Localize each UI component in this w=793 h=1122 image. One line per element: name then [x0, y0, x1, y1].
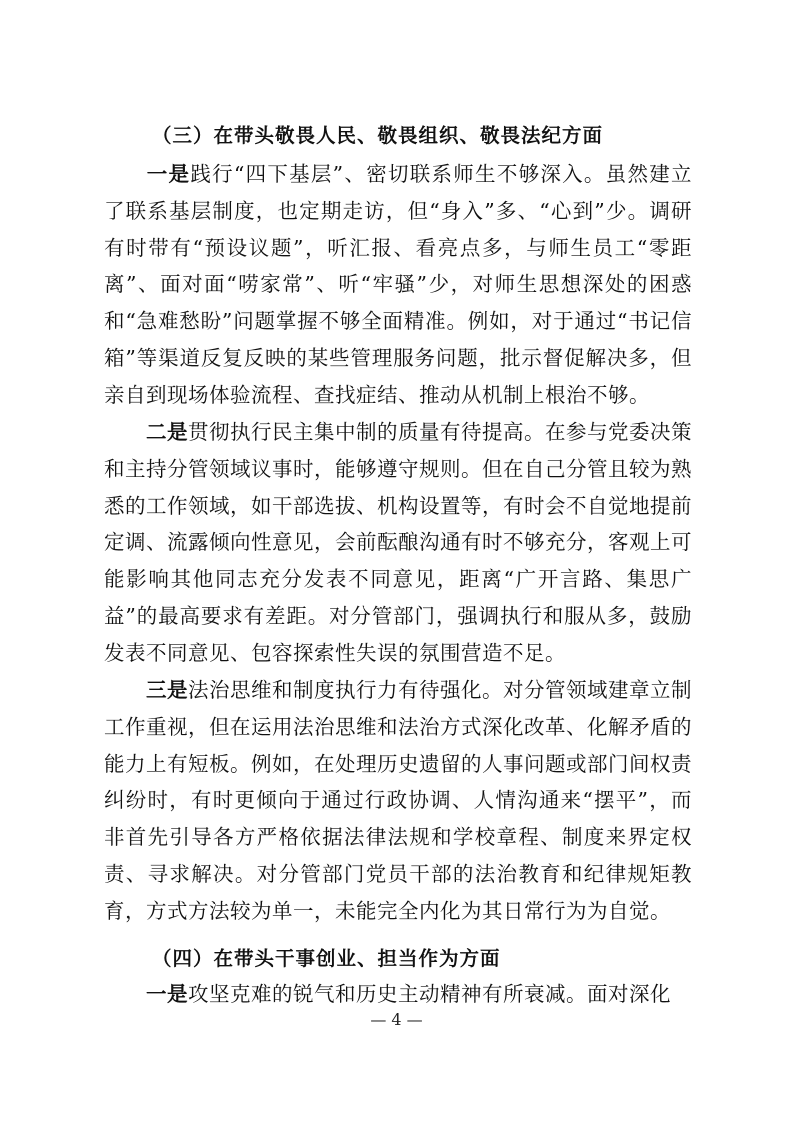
- section-heading-3: （三）在带头敬畏人民、敬畏组织、敬畏法纪方面: [152, 124, 604, 147]
- paragraph-4-1: [104, 976, 692, 1013]
- paragraph-text: 践行“四下基层”、密切联系师生不够深入。虽然建立了联系基层制度，也定期走访，但“身入”多、“心到”少。调研有时带有“预设议题”，听汇报、看亮点多，与师生员工“零距离”、面对面“唠家常”、听“牢骚”少，对师生思想深处的困惑和“急难愁盼”问题掌握不够全面精准。例如，对于通过“书记信箱”等渠道反复反映的某些管理服务问题，批示督促解决多，但亲自到现场体验流程、查找症结、推动从机制上根治不够。: [104, 162, 692, 407]
- paragraph-text: 攻坚克难的锐气和历史主动精神有所衰减。面对深化: [188, 982, 671, 1006]
- section-heading-4: （四）在带头干事创业、担当作为方面: [152, 947, 501, 970]
- paragraph-lead: 一是: [146, 982, 188, 1006]
- paragraph-lead: 三是: [146, 678, 188, 702]
- page-number: — 4 —: [370, 1010, 423, 1029]
- paragraph-lead: 一是: [146, 162, 191, 186]
- paragraph-3-1: [104, 156, 692, 414]
- paragraph-text: 法治思维和制度执行力有待强化。对分管领域建章立制工作重视，但在运用法治思维和法治方式深化改革、化解矛盾的能力上有短板。例如，在处理历史遗留的人事问题或部门间权责纠纷时，有时更倾向于通过行政协调、人情沟通来“摆平”，而非首先引导各方严格依据法律法规和学校章程、制度来界定权责、寻求解决。对分管部门党员干部的法治教育和纪律规矩教育，方式方法较为单一，未能完全内化为其日常行为为自觉。: [104, 678, 692, 923]
- paragraph-3-3: [104, 672, 692, 930]
- paragraph-lead: 二是: [146, 420, 188, 444]
- paragraph-3-2: [104, 414, 692, 672]
- paragraph-text: 贯彻执行民主集中制的质量有待提高。在参与党委决策和主持分管领域议事时，能够遵守规则。但在自己分管且较为熟悉的工作领域，如干部选拔、机构设置等，有时会不自觉地提前定调、流露倾向性意见，会前酝酿沟通有时不够充分，客观上可能影响其他同志充分发表不同意见，距离“广开言路、集思广益”的最高要求有差距。对分管部门，强调执行和服从多，鼓励发表不同意见、包容探索性失误的氛围营造不足。: [104, 420, 692, 665]
